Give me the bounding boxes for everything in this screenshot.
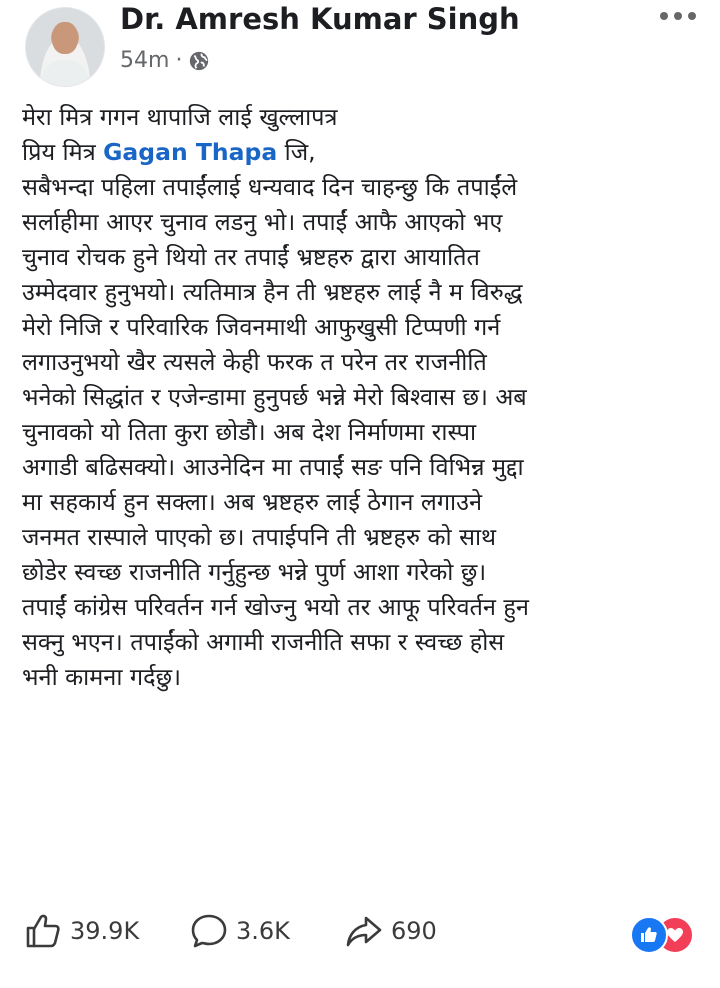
reaction-summary[interactable] [630,916,700,954]
post-text-line [22,590,712,625]
post-text-line [22,205,712,240]
avatar-face [52,22,78,54]
author-name[interactable]: Dr. Amresh Kumar Singh [120,2,520,36]
post-text: चुनावको यो तिता कुरा छोडौ। अब देश निर्माणमा रास्पा [22,418,477,446]
post-text-line [22,310,712,345]
comment-button[interactable] [190,912,290,950]
like-button[interactable] [24,912,139,950]
more-dot [660,12,668,20]
post-text-line [22,240,712,275]
post-actions [0,912,720,966]
avatar[interactable] [25,7,105,87]
like-reaction-icon [630,916,668,954]
post-text: तपाईं कांग्रेस परिवर्तन गर्न खोज्नु भयो तर आफू परिवर्तन हुन [22,593,529,621]
post-text-line [22,170,712,205]
share-button[interactable] [345,912,437,950]
share-arrow-icon [345,912,383,950]
post-text-line [22,345,712,380]
post-text: मा सहकार्य हुन सक्ला। अब भ्रष्टहरु लाई ठेगान लगाउने [22,488,483,516]
post-text: जनमत रास्पाले पाएको छ। तपाईपनि ती भ्रष्टहरु को साथ [22,523,497,551]
post-text-line [22,485,712,520]
post-text-line [22,450,712,485]
comment-count: 3.6K [236,917,290,945]
post-time[interactable]: 54m [120,48,170,73]
post-text: भनी कामना गर्दछु। [22,663,181,691]
more-dot [688,12,696,20]
post-text-line [22,625,712,660]
post-text-line [22,415,712,450]
post-text-line [22,100,712,135]
post-text: अगाडी बढिसक्यो। आउनेदिन मा तपाईं सङ पनि विभिन्न मुद्दा [22,453,524,481]
post-text-line [22,275,712,310]
post-text: मेरो निजि र परिवारिक जिवनमाथी आफुखुसी टिप्पणी गर्न [22,313,501,341]
post-text: चुनाव रोचक हुने थियो तर तपाईं भ्रष्टहरु द्वारा आयातित [22,243,480,271]
mention-link[interactable]: Gagan Thapa [103,138,278,166]
post-text: उम्मेदवार हुनुभयो। त्यतिमात्र हैन ती भ्रष्टहरु लाई नै म विरुद्ध [22,278,523,306]
post-text-line [22,520,712,555]
post-text: सर्लाहीमा आएर चुनाव लडनु भो। तपाईं आफै आएको भए [22,208,503,236]
post-meta [120,48,210,73]
more-dot [674,12,682,20]
post-text-line [22,660,712,695]
post-body [22,100,712,695]
love-reaction-glyph [665,925,685,945]
more-options-icon[interactable] [660,8,702,24]
comment-bubble-icon [190,912,228,950]
post-text-line [22,135,712,170]
post-text: लगाउनुभयो खैर त्यसले केही फरक त परेन तर राजनीति [22,348,487,376]
post-text: मेरा मित्र गगन थापाजि लाई खुल्लापत्र [22,103,338,131]
globe-icon [188,50,210,72]
post-text: प्रिय मित्र [22,138,104,166]
post-text: सक्नु भएन। तपाईंको अगामी राजनीति सफा र स्वच्छ होस [22,628,505,656]
thumbs-up-icon [24,912,62,950]
post-text: भनेको सिद्धांत र एजेन्डामा हुनुपर्छ भन्ने मेरो बिश्वास छ। अब [22,383,527,411]
post-header [0,0,720,100]
like-count: 39.9K [70,917,140,945]
share-count: 690 [391,917,437,945]
post-text-line [22,555,712,590]
meta-separator: · [175,48,183,73]
post-text: जि, [277,138,316,166]
post-text: छोडेर स्वच्छ राजनीति गर्नुहुन्छ भन्ने पुर्ण आशा गरेको छु। [22,558,487,586]
post-text: सबैभन्दा पहिला तपाईंलाई धन्यवाद दिन चाहन्छु कि तपाईंले [22,173,518,201]
like-reaction-glyph [639,925,659,945]
avatar-shirt [40,60,90,87]
post-text-line [22,380,712,415]
